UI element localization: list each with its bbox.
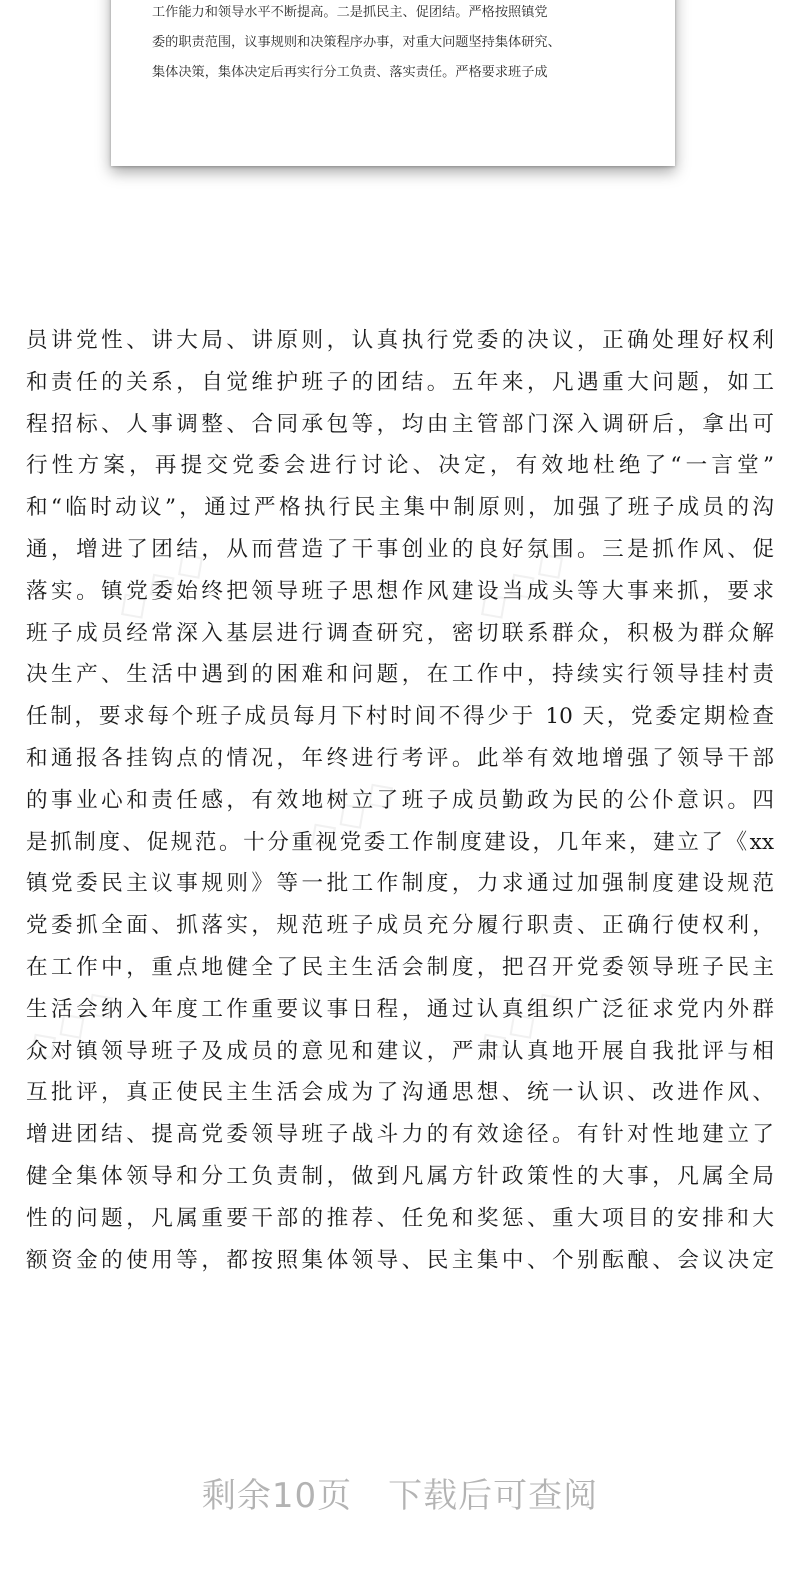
body-line: 行性方案，再提交党委会进行讨论、决定，有效地杜绝了“一言堂” [26, 453, 774, 479]
body-line: 和通报各挂钩点的情况，年终进行考评。此举有效地增强了领导干部 [26, 745, 774, 771]
watermark: ◇◇◇ [106, 534, 219, 632]
body-line: 性的问题，凡属重要干部的推荐、任免和奖惩、重大项目的安排和大 [26, 1205, 774, 1231]
body-line: 员讲党性、讲大局、讲原则，认真执行党委的决议，正确处理好权利 [26, 328, 774, 353]
download-to-read-link[interactable]: 下载后可查阅 [388, 1476, 599, 1516]
body-line: 生活会纳入年度工作重要议事日程，通过认真组织广泛征求党内外群 [26, 996, 774, 1022]
body-line: 健全集体领导和分工负责制，做到凡属方针政策性的大事，凡属全局 [26, 1163, 774, 1189]
body-line: 增进团结、提高党委领导班子战斗力的有效途径。有针对性地建立了 [26, 1122, 774, 1148]
watermark: ◇◇◇ [296, 764, 409, 862]
preview-page-card [111, 0, 675, 166]
body-line: 通，增进了团结，从而营造了干事创业的良好氛围。三是抓作风、促 [26, 536, 774, 562]
remaining-pages-count[interactable]: 剩余10页 [201, 1476, 353, 1516]
watermark: ◇◇◇ [16, 974, 129, 1072]
body-line: 众对镇领导班子及成员的意见和建议，严肃认真地开展自我批评与相 [26, 1038, 774, 1064]
body-line: 和“临时动议”，通过严格执行民主集中制原则，加强了班子成员的沟 [26, 495, 774, 521]
body-line: 互批评，真正使民主生活会成为了沟通思想、统一认识、改进作风、 [26, 1080, 774, 1106]
document-body [26, 320, 774, 1281]
body-line: 班子成员经常深入基层进行调查研究，密切联系群众，积极为群众解 [26, 620, 774, 646]
body-line: 落实。镇党委始终把领导班子思想作风建设当成头等大事来抓，要求 [26, 578, 774, 604]
watermark: ◇◇◇ [466, 534, 579, 632]
body-line: 决生产、生活中遇到的困难和问题，在工作中，持续实行领导挂村责 [26, 662, 774, 688]
body-line: 任制，要求每个班子成员每月下村时间不得少于 10 天，党委定期检查 [26, 704, 774, 730]
body-line: 和责任的关系，自觉维护班子的团结。五年来，凡遇重大问题，如工 [26, 369, 774, 395]
body-line: 程招标、人事调整、合同承包等，均由主管部门深入调研后，拿出可 [26, 411, 774, 437]
body-line: 的事业心和责任感，有效地树立了班子成员勤政为民的公仆意识。四 [26, 787, 774, 813]
body-line: 额资金的使用等，都按照集体领导、民主集中、个别酝酿、会议决定 [26, 1247, 774, 1273]
watermark: ◇◇◇ [466, 974, 579, 1072]
body-line: 是抓制度、促规范。十分重视党委工作制度建设，几年来，建立了《xx [26, 829, 774, 855]
remaining-pages-notice[interactable] [0, 1468, 800, 1517]
body-line: 镇党委民主议事规则》等一批工作制度，力求通过加强制度建设规范 [26, 871, 774, 897]
body-line: 在工作中，重点地健全了民主生活会制度，把召开党委领导班子民主 [26, 954, 774, 980]
preview-line: 集体决策，集体决定后再实行分工负责、落实责任。严格要求班子成 [152, 65, 548, 80]
preview-page-text [152, 0, 642, 88]
preview-line: 委的职责范围，议事规则和决策程序办事，对重大问题坚持集体研究、 [152, 35, 561, 50]
body-line: 党委抓全面、抓落实，规范班子成员充分履行职责、正确行使权利， [26, 913, 774, 939]
preview-line: 工作能力和领导水平不断提高。二是抓民主、促团结。严格按照镇党 [152, 5, 548, 20]
